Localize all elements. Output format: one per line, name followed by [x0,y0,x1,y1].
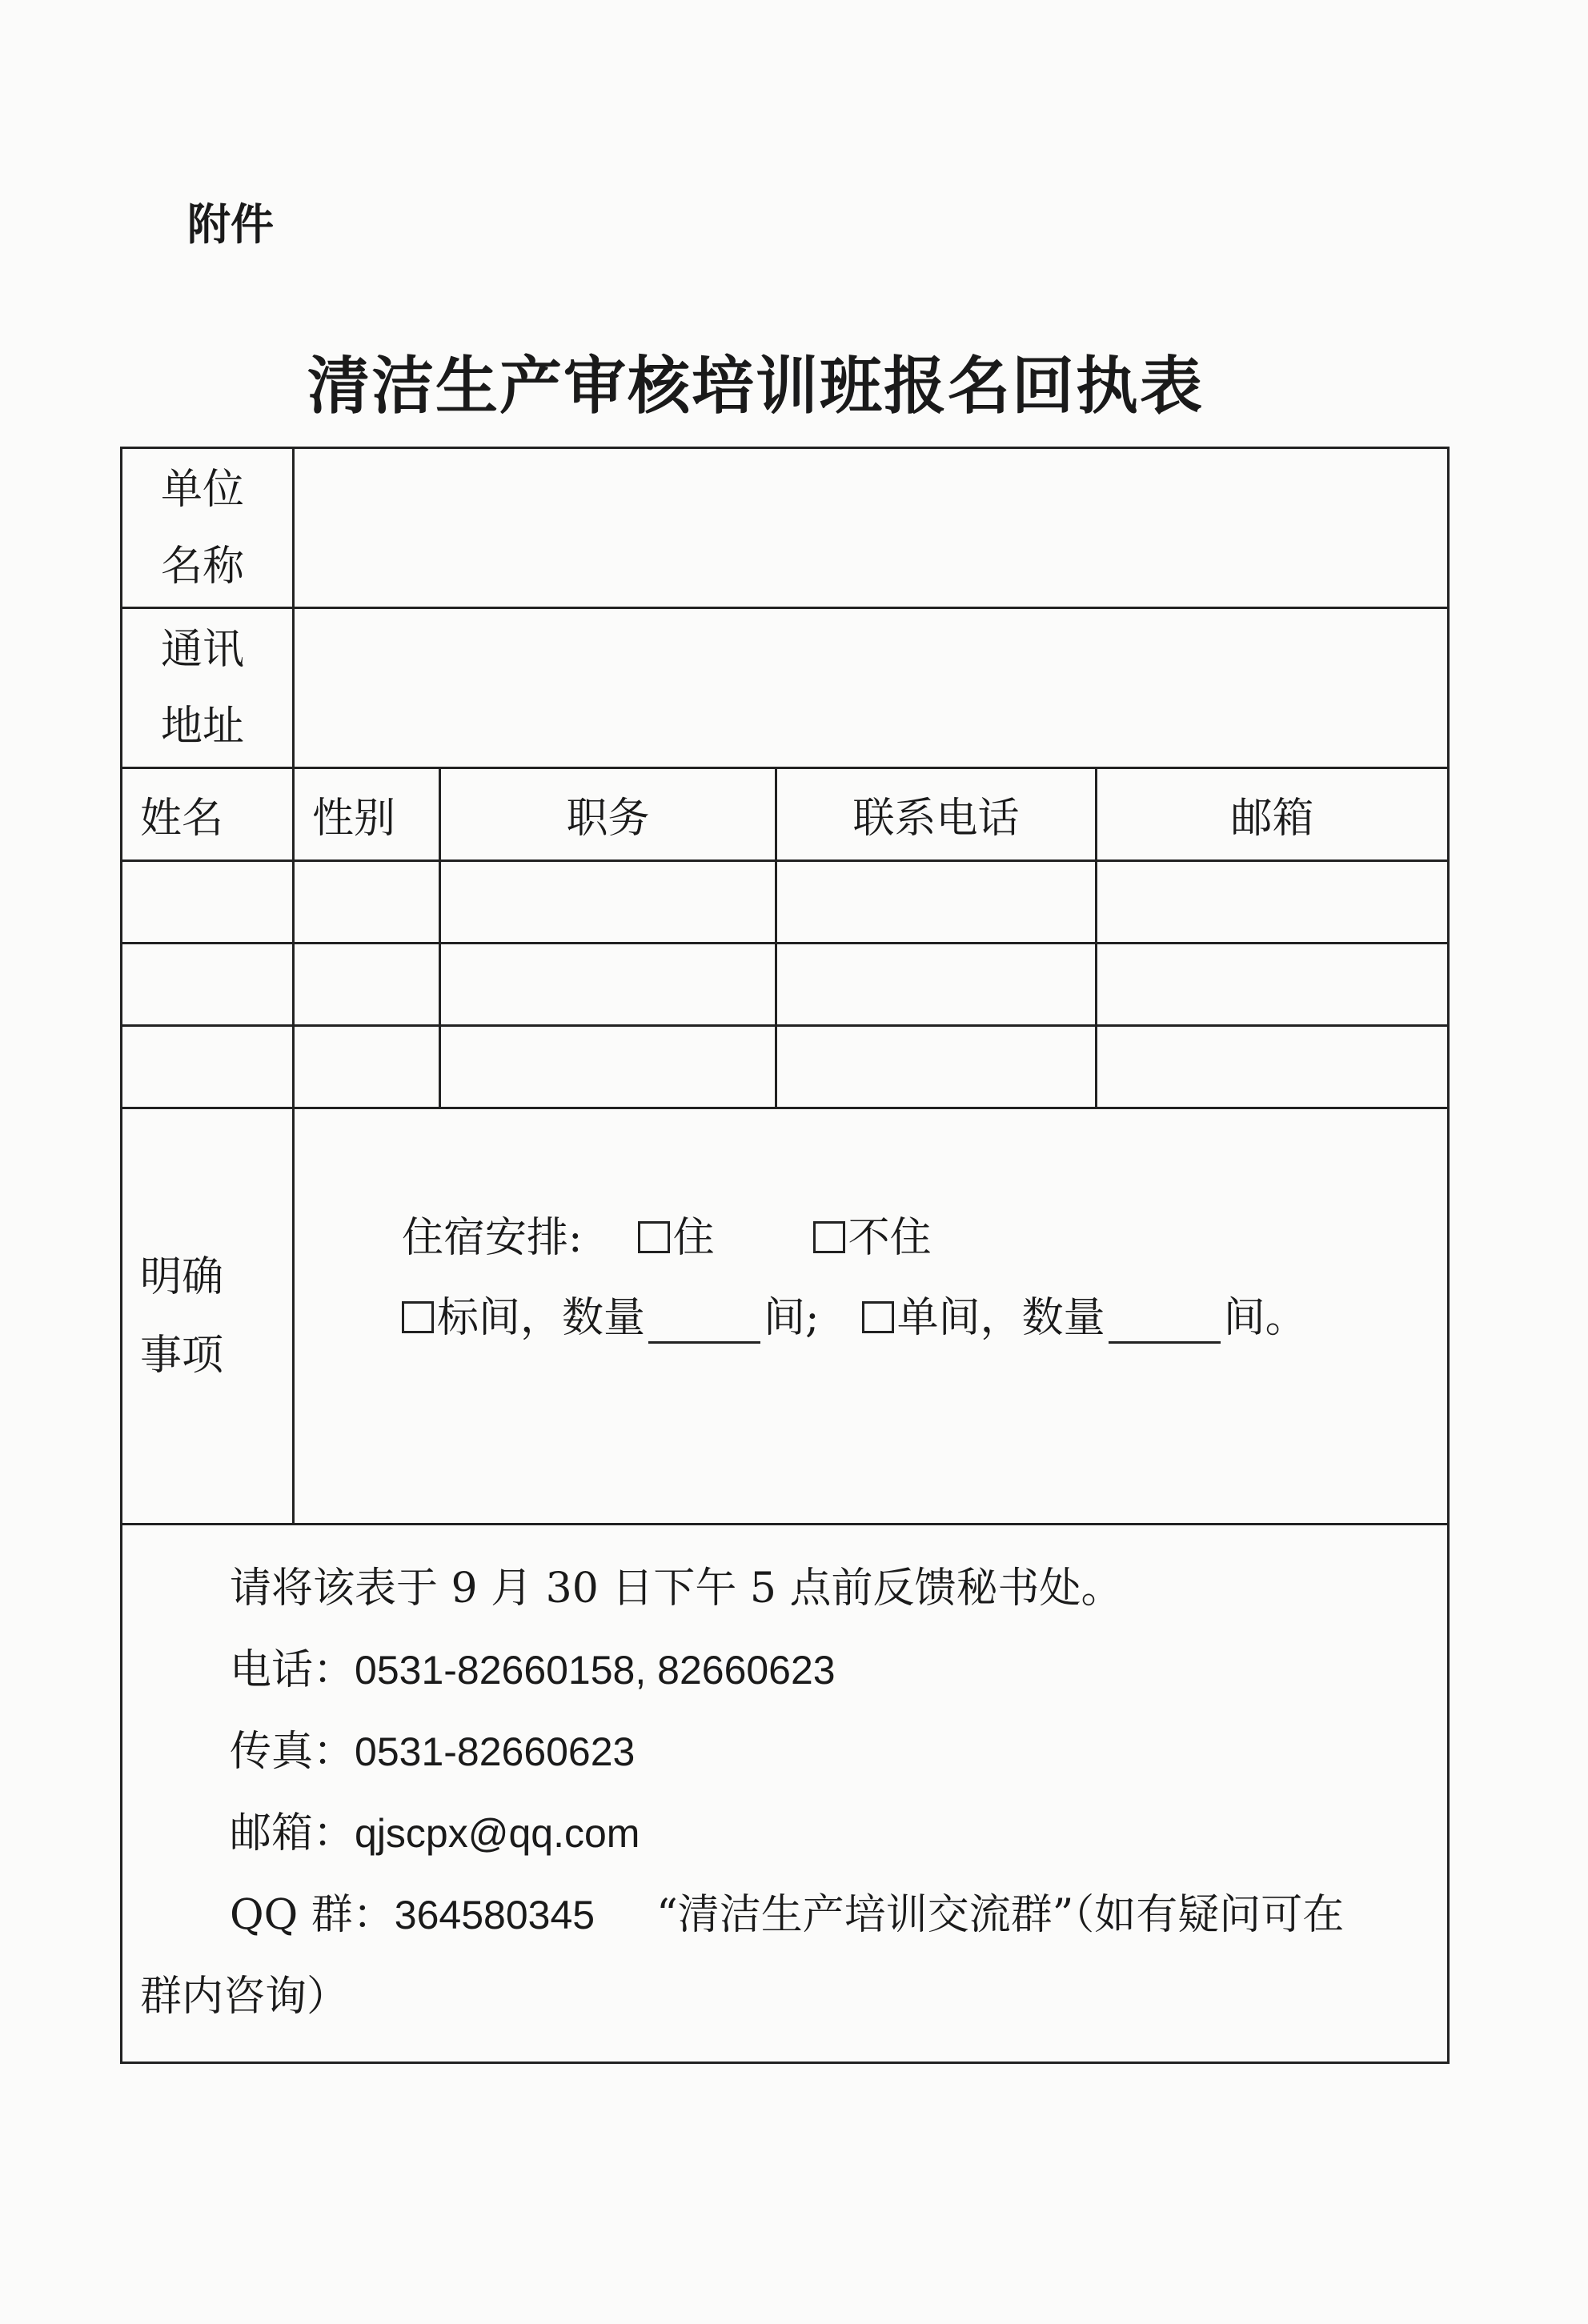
footer-content [122,1525,1449,2063]
standard-room-checkbox[interactable] [402,1301,434,1333]
col-gender-header: 性别 [294,768,440,861]
gender-cell[interactable] [294,1026,440,1108]
qq-group-name: “清洁生产培训交流群”（如有疑问可在 [656,1891,1345,1939]
footer-row [122,1525,1449,2063]
address-row [122,608,1449,768]
table-row [122,1026,1449,1108]
qq-note-tail: 群内咨询） [140,1973,349,2021]
unit-name-field[interactable] [294,448,1449,608]
qq-label: QQ 群： [230,1891,395,1939]
room-unit-2: 间。 [1223,1294,1307,1342]
room-type-line [402,1284,1307,1344]
phone-cell[interactable] [776,944,1097,1026]
standard-room-quantity-field[interactable] [648,1309,760,1344]
position-cell[interactable] [440,1026,776,1108]
phone-cell[interactable] [776,861,1097,944]
email-cell[interactable] [1097,944,1449,1026]
qq-value: 364580345 [394,1893,596,1937]
stay-option-label: 住 [672,1214,715,1262]
email-line [122,1793,1447,1874]
lodging-line [402,1204,932,1264]
phone-line [122,1629,1447,1711]
email-cell[interactable] [1097,1026,1449,1108]
notes-label: 明确 事项 [122,1108,294,1525]
name-cell[interactable] [122,944,294,1026]
single-room-checkbox[interactable] [862,1301,894,1333]
phone-value: 0531-82660158, 82660623 [355,1648,836,1693]
gender-cell[interactable] [294,944,440,1026]
single-room-quantity-field[interactable] [1109,1309,1221,1344]
position-cell[interactable] [440,861,776,944]
position-cell[interactable] [440,944,776,1026]
not-stay-checkbox[interactable] [813,1221,845,1253]
phone-label: 电话： [230,1646,355,1694]
address-label: 通讯 地址 [122,608,294,768]
fax-line [122,1711,1447,1793]
col-name-header: 姓名 [122,768,294,861]
phone-cell[interactable] [776,1026,1097,1108]
col-position-header: 职务 [440,768,776,861]
gender-cell[interactable] [294,861,440,944]
form-title: 清洁生产审核培训班报名回执表 [307,350,1205,423]
address-field[interactable] [294,608,1449,768]
notes-content [294,1108,1449,1525]
unit-name-label: 单位 名称 [122,448,294,608]
unit-name-row [122,448,1449,608]
table-row [122,944,1449,1026]
stay-checkbox[interactable] [638,1221,670,1253]
attachment-label: 附件 [187,198,274,250]
fax-value: 0531-82660623 [355,1729,636,1774]
table-row [122,861,1449,944]
not-stay-option-label: 不住 [848,1214,932,1262]
registration-form-table [120,447,1450,2064]
name-cell[interactable] [122,861,294,944]
deadline-line: 请将该表于 9 月 30 日下午 5 点前反馈秘书处。 [230,1565,1123,1613]
fax-label: 传真： [230,1728,355,1776]
notes-row [122,1108,1449,1525]
email-cell[interactable] [1097,861,1449,944]
email-label: 邮箱： [230,1809,355,1857]
room-unit-1: 间; [764,1294,820,1342]
col-email-header: 邮箱 [1097,768,1449,861]
lodging-label: 住宿安排: [402,1214,583,1262]
col-phone-header: 联系电话 [776,768,1097,861]
single-room-label: 单间，数量 [896,1294,1105,1342]
name-cell[interactable] [122,1026,294,1108]
column-header-row [122,768,1449,861]
qq-line [122,1874,1447,1956]
standard-room-label: 标间，数量 [437,1294,646,1342]
email-value: qjscpx@qq.com [355,1811,640,1856]
